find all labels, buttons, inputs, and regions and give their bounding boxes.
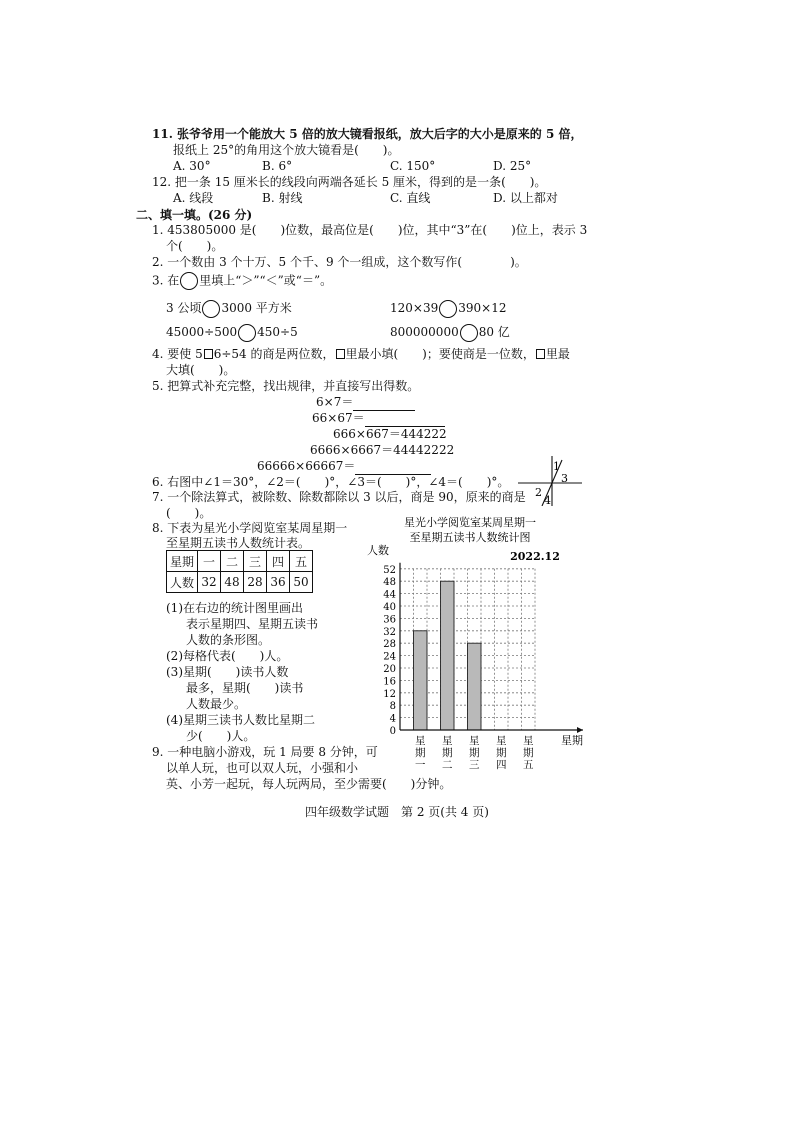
x-category-label: 四	[496, 759, 507, 771]
f5-title: 5. 把算式补充完整，找出规律，并直接写出得数。	[152, 379, 420, 393]
reading-bar-chart	[360, 512, 600, 802]
compare-item-2	[390, 298, 506, 318]
chart-xlabel: 星期	[561, 734, 583, 747]
chart-ylabel: 人数	[367, 544, 389, 557]
f3-instruction	[152, 272, 332, 290]
blank-square-icon	[536, 349, 545, 359]
blank-square-icon	[204, 349, 213, 359]
f8-sub2: (2)每格代表( )人。	[166, 649, 289, 663]
f1-line2: 个( )。	[166, 239, 224, 253]
f9-line3: 英、小芳一起玩，每人玩两局，至少需要( )分钟。	[166, 777, 452, 791]
bar-1	[414, 631, 428, 730]
x-category-label: 星	[523, 735, 534, 747]
angle-label-2: 2	[535, 486, 542, 499]
compare-left: 120×39	[390, 301, 439, 315]
y-tick-label: 28	[383, 639, 396, 651]
angle-label-3: 3	[561, 472, 568, 485]
x-category-label: 一	[415, 759, 426, 771]
y-tick-label: 8	[389, 701, 396, 713]
compare-item-3	[166, 322, 298, 342]
x-category-label: 期	[496, 747, 507, 759]
compare-item-1	[166, 298, 292, 318]
f8-intro2: 至星期五读书人数统计表。	[166, 536, 311, 550]
table-cell: 人数	[167, 572, 198, 593]
compare-right: 450÷5	[257, 325, 298, 339]
f5-row-3: 666×667＝444222	[333, 427, 447, 441]
f6-text: 6. 右图中∠1＝30°，∠2＝( )°，∠3＝( )°，∠4＝( )°。	[152, 475, 510, 489]
f5-expr: 6×7＝	[316, 395, 354, 409]
q12-option-a: A. 线段	[173, 191, 214, 205]
compare-answer-circle[interactable]	[202, 300, 220, 318]
q11-line2: 报纸上 25°的角用这个放大镜看是( )。	[173, 143, 400, 157]
f4-text-b: 6÷54 的商是两位数，	[213, 347, 335, 361]
chart-bars	[414, 581, 482, 730]
f4-line1	[152, 346, 570, 362]
chart-date: 2022.12	[510, 550, 560, 563]
table-row	[167, 572, 313, 593]
answer-blank[interactable]	[365, 410, 445, 427]
f8-sub1-line3: 人数的条形图。	[186, 633, 271, 647]
y-tick-label: 12	[383, 688, 396, 700]
f4-text-d: 里最	[545, 347, 570, 361]
y-tick-label: 20	[383, 664, 396, 675]
y-tick-label: 16	[383, 676, 396, 688]
f3-suffix: 里填上“＞”“＜”或“＝”。	[199, 273, 333, 288]
f5-expr: 66×67＝	[312, 411, 365, 425]
f5-row-1	[316, 394, 415, 411]
y-tick-label: 0	[389, 726, 396, 737]
f7-line1: 7. 一个除法算式，被除数、除数都除以 3 以后，商是 90，原来的商是	[152, 490, 526, 504]
compare-right: 3000 平方米	[221, 301, 292, 315]
y-tick-label: 52	[383, 564, 396, 576]
table-cell: 五	[290, 551, 313, 572]
x-category-label: 二	[442, 759, 453, 771]
x-category-label: 期	[523, 747, 534, 759]
y-tick-label: 24	[383, 651, 396, 663]
angle-label-4: 4	[544, 494, 551, 506]
f3-prefix: 3. 在	[152, 273, 180, 288]
table-cell: 四	[267, 551, 290, 572]
y-tick-label: 36	[383, 614, 396, 626]
y-tick-label: 32	[383, 626, 396, 638]
table-cell: 星期	[167, 551, 198, 572]
table-cell: 一	[198, 551, 221, 572]
f7-line2: ( )。	[166, 506, 212, 520]
f2-text: 2. 一个数由 3 个十万、5 个千、9 个一组成，这个数写作( )。	[152, 255, 527, 269]
compare-left: 800000000	[390, 325, 459, 339]
bar-3	[468, 643, 482, 730]
f5-row-4: 6666×6667＝44442222	[310, 443, 455, 457]
f8-sub4-line2: 少( )人。	[186, 729, 256, 743]
compare-answer-circle[interactable]	[238, 324, 256, 342]
table-cell: 50	[290, 572, 313, 593]
angle-figure	[518, 456, 584, 506]
f8-sub1-line2: 表示星期四、星期五读书	[186, 617, 319, 631]
compare-left: 45000÷500	[166, 325, 238, 339]
blank-square-icon	[336, 349, 345, 359]
table-cell: 36	[267, 572, 290, 593]
q11-option-c: C. 150°	[390, 159, 436, 173]
x-category-label: 期	[442, 747, 453, 759]
compare-answer-circle[interactable]	[460, 324, 478, 342]
table-cell: 48	[221, 572, 244, 593]
x-category-label: 五	[523, 759, 534, 771]
chart-title-line1: 星光小学阅览室某周星期一	[404, 516, 536, 529]
x-category-label: 星	[469, 735, 480, 747]
page-footer: 四年级数学试题 第 2 页(共 4 页)	[305, 805, 489, 819]
x-category-label: 星	[442, 735, 453, 747]
compare-left: 3 公顷	[166, 301, 202, 315]
f9-line1: 9. 一种电脑小游戏，玩 1 局要 8 分钟，可	[152, 745, 378, 759]
q11-option-d: D. 25°	[493, 159, 532, 173]
compare-circle-icon	[180, 272, 198, 290]
chart-title-line2: 至星期五读书人数统计图	[409, 531, 531, 544]
f4-text-a: 4. 要使 5	[152, 347, 203, 361]
angle-label-1: 1	[553, 460, 560, 473]
bar-2	[441, 581, 455, 730]
f8-sub1-line1: (1)在右边的统计图里画出	[166, 601, 303, 615]
compare-item-4	[390, 322, 510, 342]
f5-row-2	[312, 410, 445, 427]
reading-table	[166, 550, 313, 593]
f1-line1: 1. 453805000 是( )位数，最高位是( )位，其中“3”在( )位上，表示 3	[152, 223, 588, 237]
q11-option-a: A. 30°	[173, 159, 211, 173]
y-tick-label: 40	[383, 602, 396, 613]
chart-ticks	[383, 565, 396, 737]
x-category-label: 期	[469, 747, 480, 759]
x-category-label: 星	[415, 735, 426, 747]
y-tick-label: 44	[383, 589, 396, 601]
f4-line2: 大填( )。	[166, 363, 236, 377]
f8-sub3-line1: (3)星期( )读书人数	[166, 665, 289, 679]
x-axis-arrow-icon	[577, 727, 583, 733]
f4-text-c: 里最小填( )；要使商是一位数，	[345, 347, 535, 361]
y-tick-label: 48	[383, 577, 396, 589]
section2-title: 二、填一填。(26 分)	[136, 208, 253, 222]
compare-answer-circle[interactable]	[439, 300, 457, 318]
q12-option-d: D. 以上都对	[493, 191, 558, 205]
compare-right: 390×12	[458, 301, 507, 315]
f8-sub3-line3: 人数最少。	[186, 697, 247, 711]
q12-option-b: B. 射线	[262, 191, 303, 205]
table-row	[167, 551, 313, 572]
chart-categories	[415, 735, 534, 771]
q12-option-c: C. 直线	[390, 191, 431, 205]
x-category-label: 期	[415, 747, 426, 759]
q12-line1: 12. 把一条 15 厘米长的线段向两端各延长 5 厘米，得到的是一条( )。	[152, 175, 547, 189]
table-cell: 32	[198, 572, 221, 593]
x-category-label: 星	[496, 735, 507, 747]
compare-right: 80 亿	[478, 325, 510, 339]
table-cell: 三	[244, 551, 267, 572]
table-cell: 二	[221, 551, 244, 572]
answer-blank[interactable]	[355, 458, 431, 475]
f8-sub4-line1: (4)星期三读书人数比星期二	[166, 713, 315, 727]
x-category-label: 三	[469, 759, 480, 771]
f8-sub3-line2: 最多，星期( )读书	[186, 681, 304, 695]
answer-blank[interactable]	[353, 394, 415, 411]
q11-option-b: B. 6°	[262, 159, 293, 173]
f5-expr: 66666×66667＝	[257, 459, 356, 473]
y-tick-label: 4	[389, 713, 396, 725]
f9-line2: 以单人玩，也可以双人玩，小强和小	[166, 761, 359, 775]
f8-intro1: 8. 下表为星光小学阅览室某周星期一	[152, 521, 348, 535]
q11-line1: 11. 张爷爷用一个能放大 5 倍的放大镜看报纸，放大后字的大小是原来的 5 倍，	[152, 127, 583, 141]
chart-axes	[400, 563, 583, 733]
table-cell: 28	[244, 572, 267, 593]
f5-row-5	[257, 458, 431, 475]
